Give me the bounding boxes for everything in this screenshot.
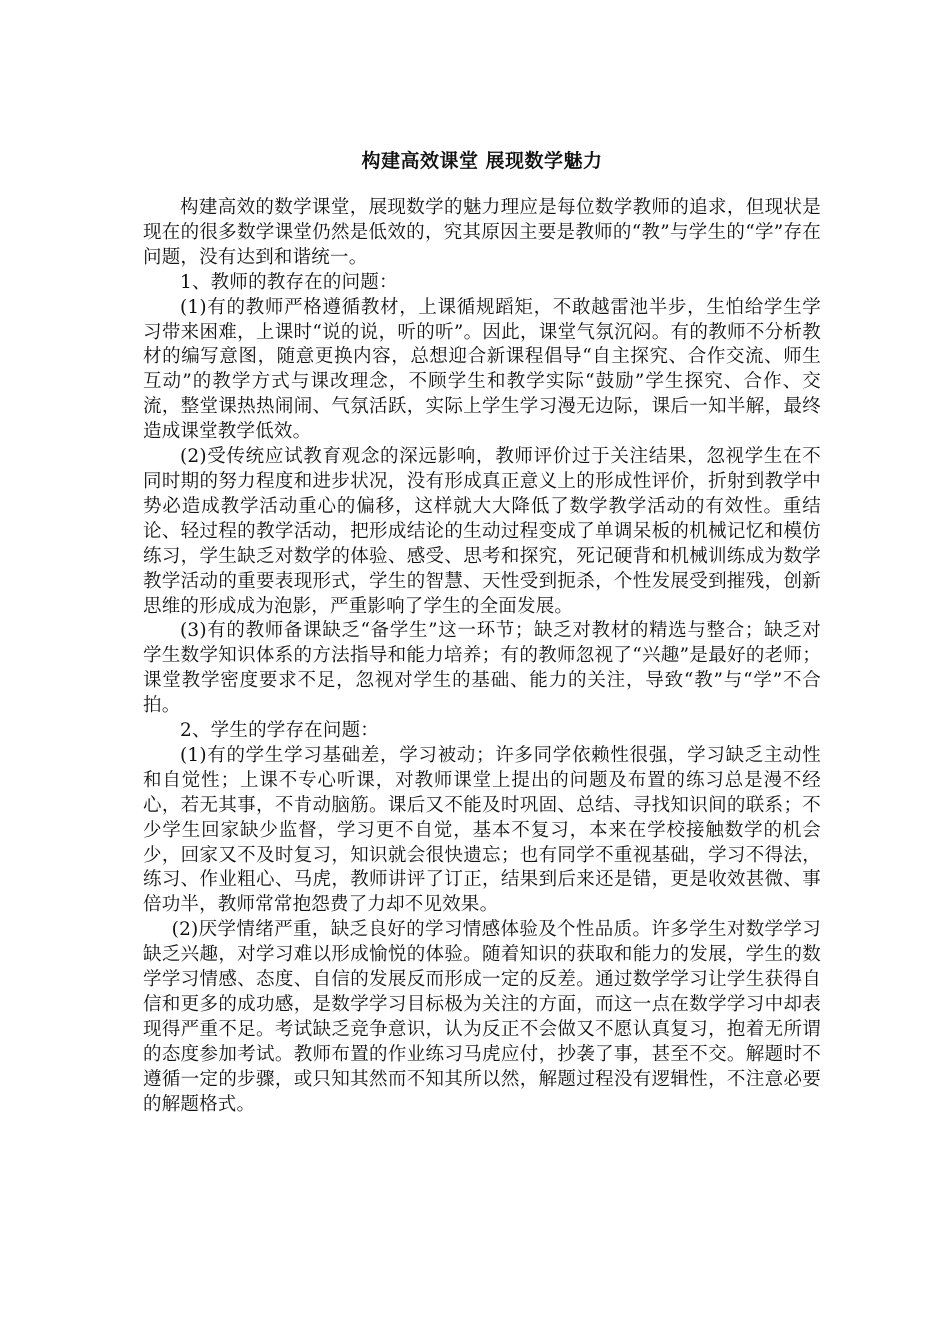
section-heading-student-problems: 2、学生的学存在问题： bbox=[180, 720, 379, 742]
teacher-problem-3: (3)有的教师备课缺乏“备学生”这一环节；缺乏对教材的精选与整合；缺乏对学生数学知识体系的方法指导和能力培养；有的教师忽视了“兴趣”是最好的老师；课堂教学密度要求不足，忽视对学生的基础、能力的关注，导致“教”与“学”不合拍。 bbox=[143, 620, 821, 717]
teacher-problem-1: (1)有的教师严格遵循教材，上课循规蹈矩，不敢越雷池半步，生怕给学生学习带来困难，上课时“说的说，听的听”。因此，课堂气氛沉闷。有的教师不分析教材的编写意图，随意更换内容，总想迎合新课程倡导“自主探究、合作交流、师生互动”的教学方式与课改理念，不顾学生和教学实际“鼓励”学生探究、合作、交流，整堂课热热闹闹、气氛活跃，实际上学生学习漫无边际，课后一知半解，最终造成课堂教学低效。 bbox=[143, 296, 821, 443]
student-problem-2: (2)厌学情绪严重，缺乏良好的学习情感体验及个性品质。许多学生对数学学习缺乏兴趣，对学习难以形成愉悦的体验。随着知识的获取和能力的发展，学生的数学学习情感、态度、自信的发展反而形成一定的反差。通过数学学习让学生获得自信和更多的成功感，是数学学习目标极为关注的方面，而这一点在数学学习中却表现得严重不足。考试缺乏竞争意识，认为反正不会做又不愿认真复习，抱着无所谓的态度参加考试。教师布置的作业练习马虎应付，抄袭了事，甚至不交。解题时不遵循一定的步骤，或只知其然而不知其所以然，解题过程没有逻辑性，不注意必要的解题格式。 bbox=[143, 919, 821, 1115]
document-page bbox=[143, 148, 821, 1118]
teacher-problem-2: (2)受传统应试教育观念的深远影响，教师评价过于关注结果，忽视学生在不同时期的努力程度和进步状况，没有形成真正意义上的形成性评价，折射到教学中势必造成教学活动重心的偏移，这样就大大降低了数学教学活动的有效性。重结论、轻过程的教学活动，把形成结论的生动过程变成了单调呆板的机械记忆和模仿练习，学生缺乏对数学的体验、感受、思考和探究，死记硬背和机械训练成为数学教学活动的重要表现形式，学生的智慧、天性受到扼杀，个性发展受到摧残，创新思维的形成成为泡影，严重影响了学生的全面发展。 bbox=[143, 446, 821, 617]
section-heading-teacher-problems: 1、教师的教存在的问题： bbox=[180, 271, 398, 293]
student-problem-1: (1)有的学生学习基础差，学习被动；许多同学依赖性很强，学习缺乏主动性和自觉性；上课不专心听课，对教师课堂上提出的问题及布置的练习总是漫不经心，若无其事，不肯动脑筋。课后又不能及时巩固、总结、寻找知识间的联系；不少学生回家缺少监督，学习更不自觉，基本不复习，本来在学校接触数学的机会少，回家又不及时复习，知识就会很快遗忘；也有同学不重视基础，学习不得法，练习、作业粗心、马虎，教师讲评了订正，结果到后来还是错，更是收效甚微、事倍功半，教师常常抱怨费了力却不见效果。 bbox=[143, 744, 821, 916]
intro-paragraph: 构建高效的数学课堂，展现数学的魅力理应是每位数学教师的追求，但现状是现在的很多数学课堂仍然是低效的，究其原因主要是教师的“教”与学生的“学”存在问题，没有达到和谐统一。 bbox=[143, 197, 821, 268]
document-title: 构建高效课堂 展现数学魅力 bbox=[361, 150, 603, 172]
